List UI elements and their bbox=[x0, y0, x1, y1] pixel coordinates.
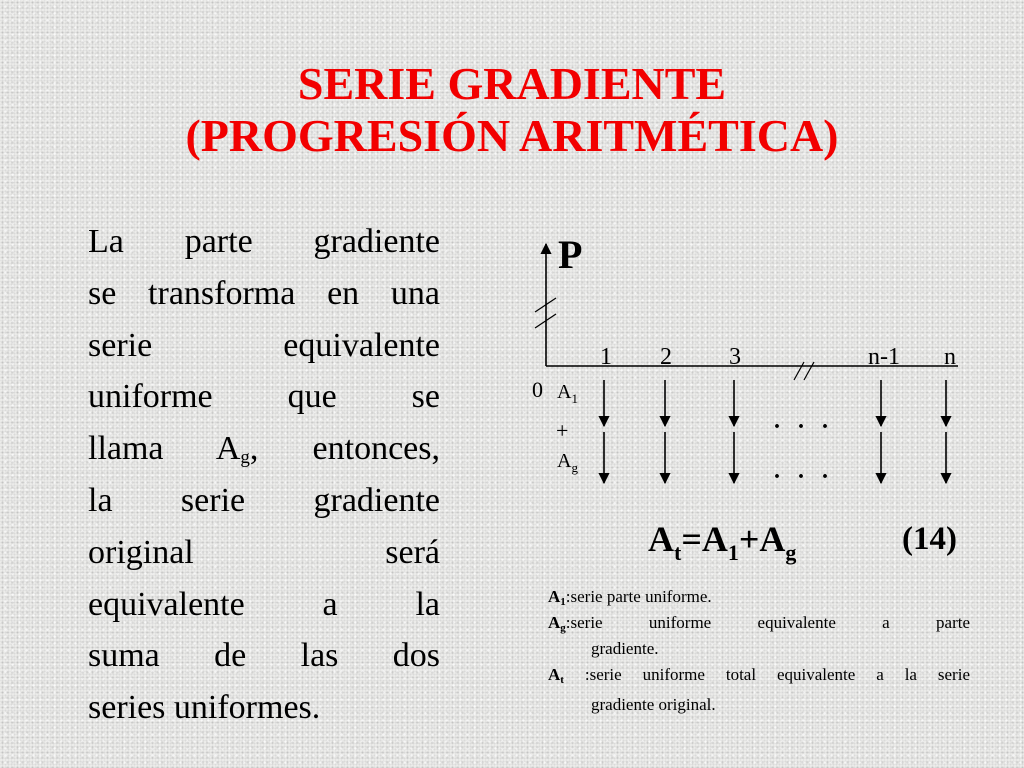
title-line-2: (PROGRESIÓN ARITMÉTICA) bbox=[185, 110, 839, 161]
time-axis-break-mark bbox=[804, 362, 814, 380]
paragraph-line: la serie gradiente bbox=[88, 481, 440, 519]
definition-item: $A_g:serie$ uniforme equivalente a parte bbox=[548, 613, 970, 634]
definition-continuation: gradiente original. bbox=[591, 695, 716, 714]
title-line-1: SERIE GRADIENTE bbox=[297, 58, 727, 109]
definition-item: $A_t$ :serie uniforme total equivalente a la serie bbox=[548, 665, 970, 686]
period-label: 2 bbox=[660, 344, 672, 370]
time-axis-break-mark bbox=[794, 362, 804, 380]
paragraph-line: series uniformes. bbox=[88, 689, 321, 727]
period-label: 3 bbox=[729, 344, 741, 370]
p-label: P bbox=[558, 232, 583, 277]
ellipsis-row-1: . . . bbox=[774, 408, 834, 434]
zero-label: 0 bbox=[532, 377, 543, 402]
plus-label: + bbox=[556, 418, 569, 443]
paragraph-line: llama $A_g$, entonces, bbox=[88, 430, 440, 469]
paragraph-line: equivalente a la bbox=[88, 585, 440, 623]
paragraph-line: original será bbox=[88, 533, 440, 571]
formula-expression: $A_t=A_1+A_g$ bbox=[648, 519, 797, 565]
formula-number: (14) bbox=[902, 521, 957, 557]
paragraph-line: suma de las dos bbox=[88, 637, 440, 675]
period-label: 1 bbox=[600, 344, 612, 370]
paragraph-line: La parte gradiente bbox=[88, 223, 440, 260]
ag-label: $A_g$ bbox=[557, 450, 578, 475]
paragraph-line: uniforme que se bbox=[88, 378, 440, 416]
paragraph-line: serie equivalente bbox=[88, 326, 440, 364]
paragraph-line: se transforma en una bbox=[88, 274, 440, 312]
period-label: n-1 bbox=[868, 344, 900, 370]
formula-14 bbox=[648, 516, 978, 565]
definitions-list bbox=[548, 584, 970, 718]
a1-label: $A_1$ bbox=[557, 381, 578, 406]
definition-continuation: gradiente. bbox=[591, 639, 659, 658]
period-label: n bbox=[944, 344, 956, 370]
ellipsis-row-2: . . . bbox=[774, 458, 834, 484]
definition-item: $A_1:serie$ parte uniforme. bbox=[548, 587, 712, 608]
